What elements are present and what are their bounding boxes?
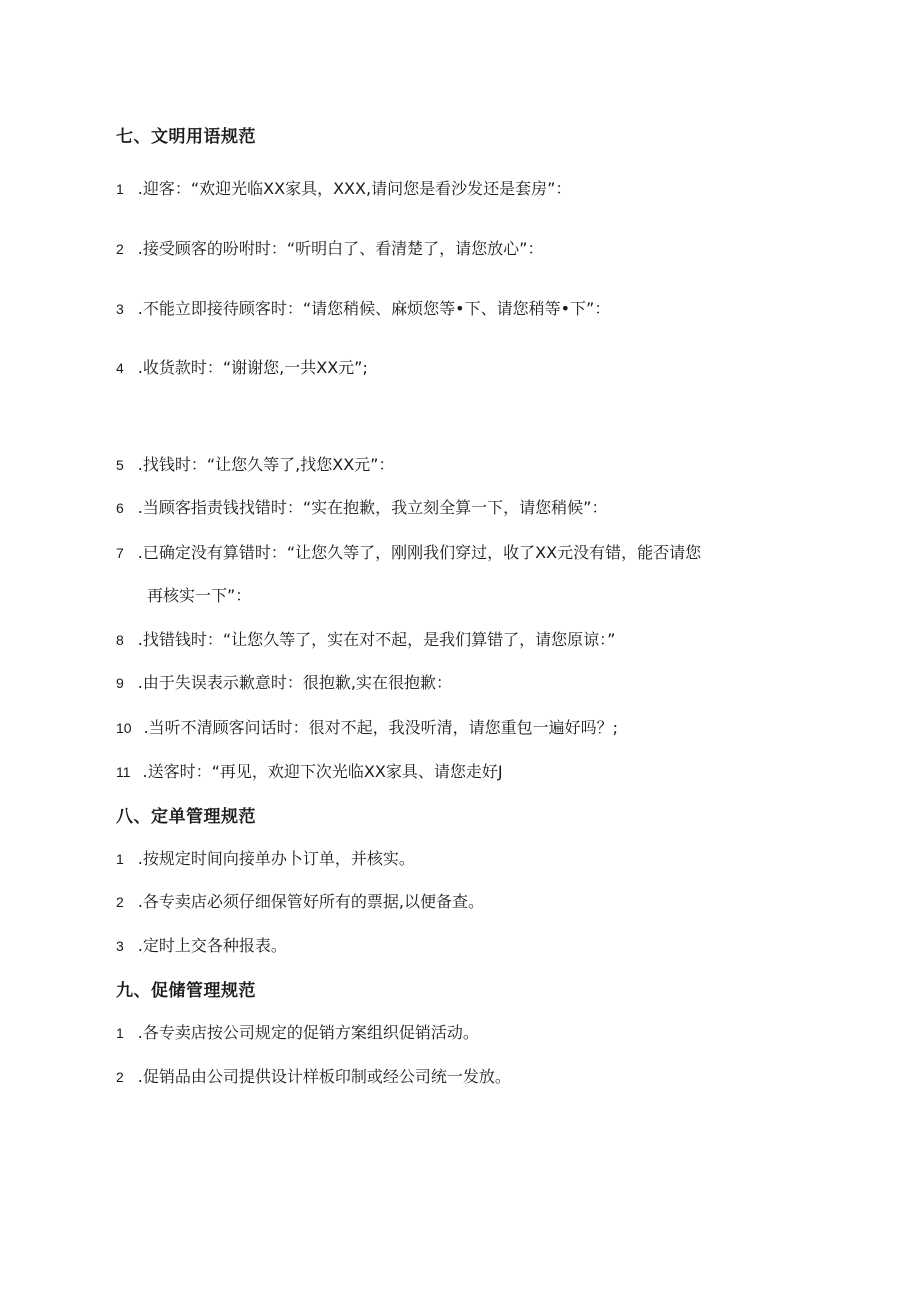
list-item bbox=[116, 452, 394, 475]
item-text: .各专卖店必须仔细保管好所有的票据,以便备查。 bbox=[137, 892, 484, 911]
item-text: .收货款时：“谢谢您,一共XX元”; bbox=[137, 358, 368, 377]
list-item bbox=[116, 627, 615, 650]
list-item bbox=[116, 933, 287, 956]
item-number: 3 bbox=[116, 938, 124, 954]
section-heading-7: 七、文明用语规范 bbox=[116, 127, 256, 147]
item-number: 3 bbox=[116, 301, 124, 317]
section-heading-8: 八、定单管理规范 bbox=[116, 807, 256, 827]
list-item bbox=[116, 296, 610, 319]
item-text: .按规定时间向接单办卜订单，并核实。 bbox=[137, 849, 415, 868]
list-item bbox=[116, 846, 415, 869]
item-number: 1 bbox=[116, 181, 124, 197]
item-number: 2 bbox=[116, 1069, 124, 1085]
item-text: .不能立即接待顾客时：“请您稍候、麻烦您等•下、请您稍等•下”： bbox=[137, 299, 611, 318]
item-text: .找钱时：“让您久等了,找您XX元”： bbox=[137, 455, 395, 474]
list-item bbox=[116, 1020, 479, 1043]
item-text: .促销品由公司提供设计样板印制或经公司统一发放。 bbox=[137, 1067, 511, 1086]
list-item bbox=[116, 670, 452, 693]
list-item bbox=[116, 1064, 511, 1087]
list-item bbox=[116, 715, 618, 738]
item-text: .当听不清顾客问话时：很对不起，我没听清，请您重包一遍好吗？; bbox=[143, 718, 619, 737]
list-item bbox=[116, 176, 571, 199]
item-text: .定时上交各种报表。 bbox=[137, 936, 287, 955]
item-number: 5 bbox=[116, 457, 124, 473]
item-number: 1 bbox=[116, 851, 124, 867]
list-item bbox=[116, 759, 503, 782]
item-number: 9 bbox=[116, 675, 124, 691]
item-text: .由于失误表示歉意时：很抱歉,实在很抱歉： bbox=[137, 673, 452, 692]
item-text: .送客时：“再见，欢迎下次光临XX家具、请您走好J bbox=[142, 762, 503, 781]
item-text: .各专卖店按公司规定的促销方案组织促销活动。 bbox=[137, 1023, 479, 1042]
item-number: 2 bbox=[116, 894, 124, 910]
item-number: 1 bbox=[116, 1025, 124, 1041]
item-number: 10 bbox=[116, 720, 132, 736]
list-item bbox=[116, 236, 543, 259]
item-text-continuation: 再核实一下”： bbox=[147, 586, 252, 605]
item-number: 2 bbox=[116, 241, 124, 257]
item-number: 8 bbox=[116, 632, 124, 648]
item-number: 7 bbox=[116, 545, 124, 561]
item-number: 4 bbox=[116, 360, 124, 376]
list-item bbox=[116, 889, 484, 912]
item-number: 11 bbox=[116, 764, 131, 780]
item-number: 6 bbox=[116, 500, 124, 516]
list-item bbox=[116, 540, 701, 563]
item-text: .接受顾客的吩咐时：“听明白了、看清楚了，请您放心”： bbox=[137, 239, 544, 258]
list-item bbox=[116, 495, 607, 518]
item-text: .找错钱时：“让您久等了，实在对不起，是我们算错了，请您原谅：” bbox=[137, 630, 616, 649]
item-text: .当顾客指责钱找错时：“实在抱歉，我立刻全算一下，请您稍候”： bbox=[137, 498, 608, 517]
item-text: .已确定没有算错时：“让您久等了，刚刚我们穿过，收了XX元没有错，能否请您 bbox=[137, 543, 702, 562]
item-text: .迎客：“欢迎光临XX家具，XXX,请问您是看沙发还是套房”： bbox=[137, 179, 572, 198]
list-item bbox=[116, 355, 368, 378]
section-heading-9: 九、促储管理规范 bbox=[116, 981, 256, 1001]
